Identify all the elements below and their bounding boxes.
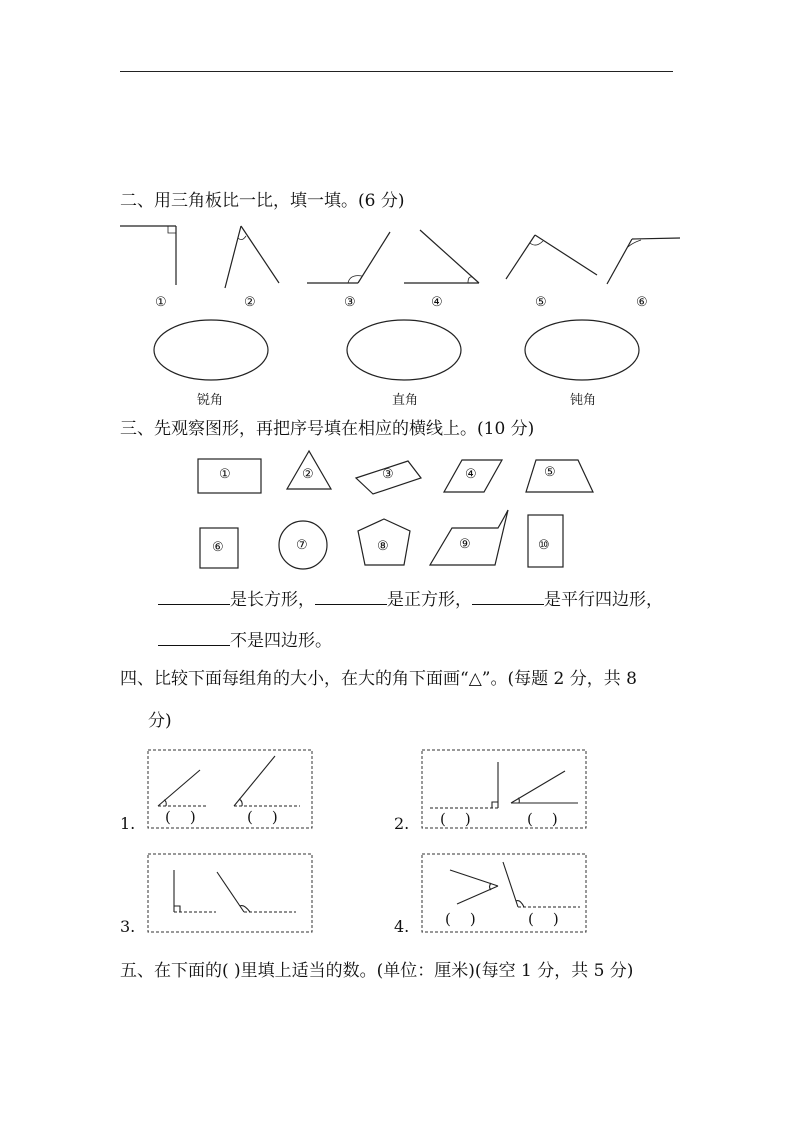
section3-title: 三、先观察图形，再把序号填在相应的横线上。(10 分) <box>120 419 535 439</box>
angle-number-3: ③ <box>344 295 356 310</box>
angle-number-1: ① <box>155 295 167 310</box>
answer-paren-4a[interactable]: ( ) <box>445 910 476 928</box>
section4-title-line1: 四、比较下面每组角的大小，在大的角下面画“△”。(每题 2 分，共 8 <box>120 669 637 689</box>
fill-text-rectangle: 是长方形， <box>230 590 315 610</box>
shape-number-10: ⑩ <box>538 538 550 553</box>
box-3 <box>148 854 312 932</box>
item-number-2: 2. <box>394 814 410 833</box>
shape-number-4: ④ <box>465 467 477 482</box>
shape-number-8: ⑧ <box>377 539 389 554</box>
section5-title: 五、在下面的( )里填上适当的数。(单位：厘米)(每空 1 分，共 5 分) <box>120 961 634 981</box>
angle-number-5: ⑤ <box>535 295 547 310</box>
category-right: 直角 <box>392 393 419 408</box>
section4-title-line2: 分) <box>148 711 172 731</box>
answer-paren-2a[interactable]: ( ) <box>440 810 471 828</box>
answer-paren-1a[interactable]: ( ) <box>165 808 196 826</box>
angle-number-4: ④ <box>431 295 443 310</box>
fill-text-square: 是正方形， <box>387 590 472 610</box>
shape-number-7: ⑦ <box>296 538 308 553</box>
shape-number-5: ⑤ <box>544 465 556 480</box>
shape-number-3: ③ <box>382 467 394 482</box>
shape-number-6: ⑥ <box>212 540 224 555</box>
answer-paren-2b[interactable]: ( ) <box>527 810 558 828</box>
category-obtuse: 钝角 <box>570 393 597 408</box>
fill-text-not-quadrilateral: 不是四边形。 <box>230 631 332 651</box>
angle-number-6: ⑥ <box>636 295 648 310</box>
item-number-4: 4. <box>394 917 410 936</box>
answer-paren-4b[interactable]: ( ) <box>528 910 559 928</box>
category-acute: 锐角 <box>197 393 224 408</box>
item-number-1: 1. <box>120 814 136 833</box>
angle-number-2: ② <box>244 295 256 310</box>
section2-title: 二、用三角板比一比，填一填。(6 分) <box>120 191 405 211</box>
shape-number-9: ⑨ <box>459 537 471 552</box>
item-number-3: 3. <box>120 917 136 936</box>
fill-text-parallelogram: 是平行四边形， <box>544 590 663 610</box>
answer-paren-1b[interactable]: ( ) <box>247 808 278 826</box>
shape-number-1: ① <box>219 467 231 482</box>
shape-number-2: ② <box>302 467 314 482</box>
